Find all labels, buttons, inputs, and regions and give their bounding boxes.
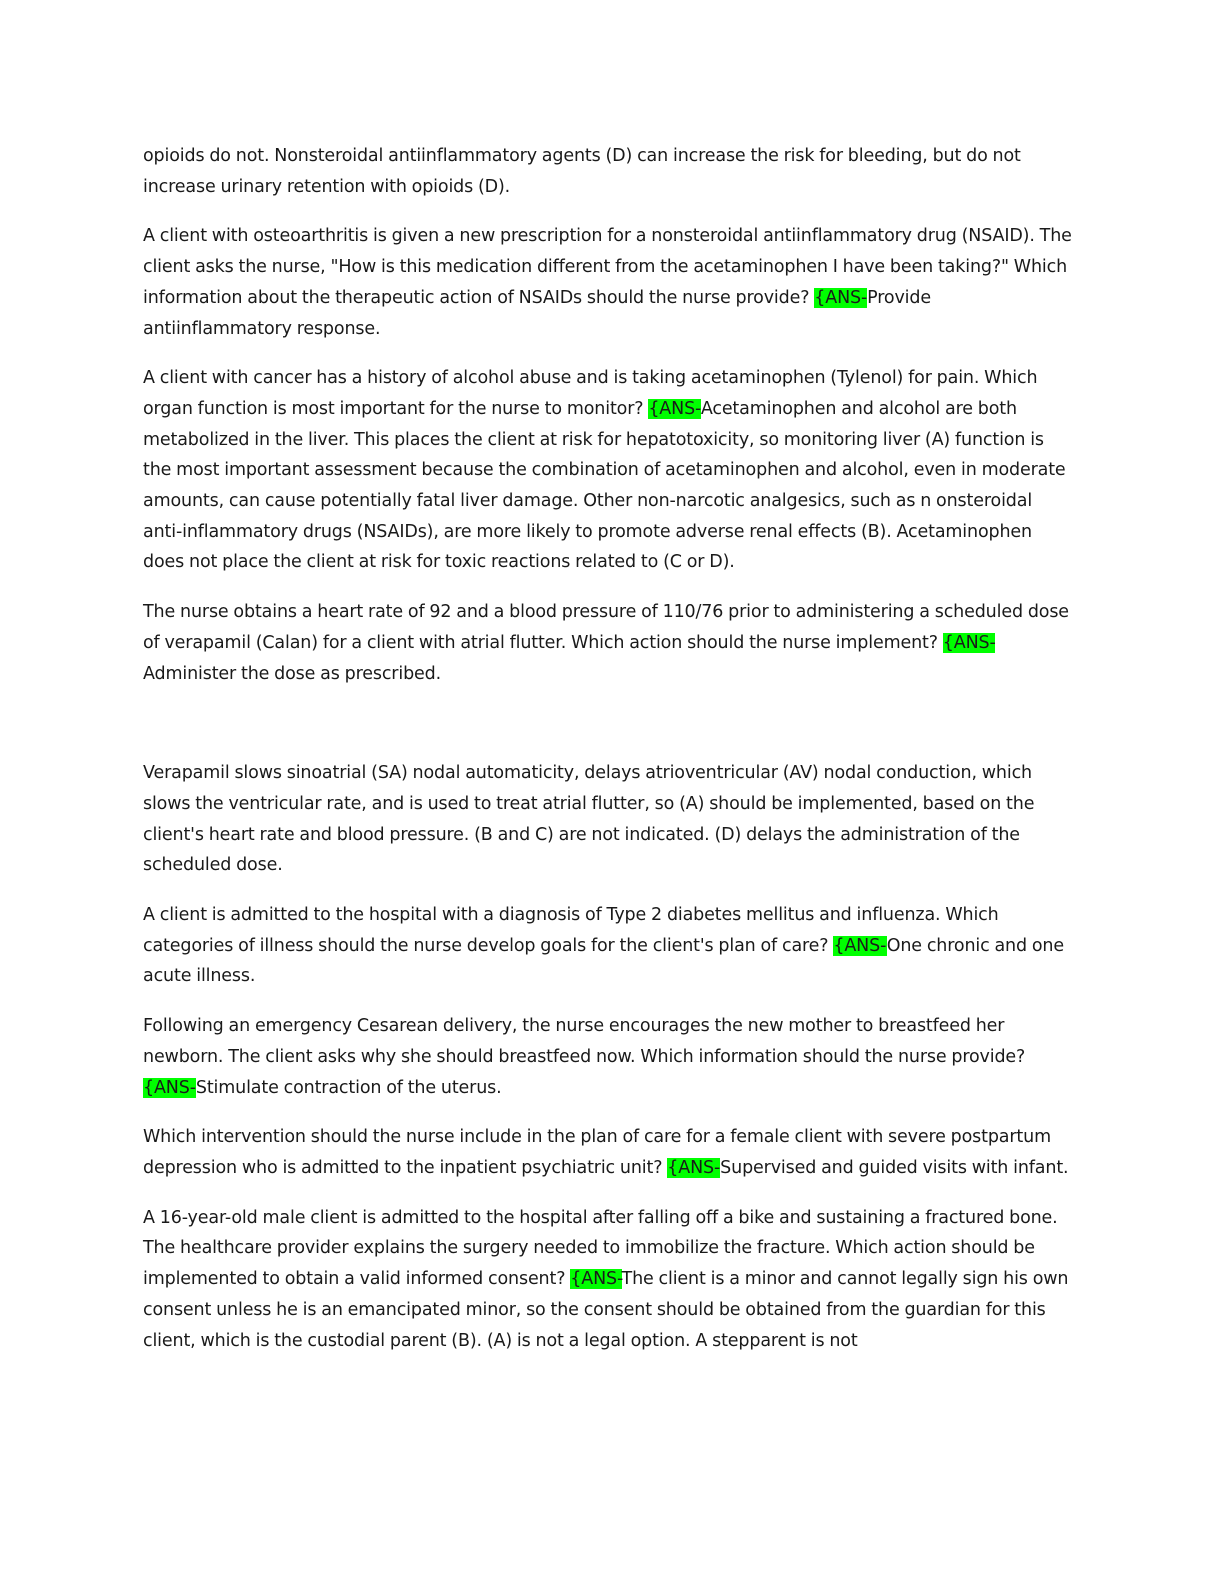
paragraph-text: opioids do not. Nonsteroidal antiinflammatory agents (D) can increase the risk for bleeding, but do not increase urinary retention with opioids (D). (143, 146, 1021, 197)
answer-text: Administer the dose as prescribed. (143, 663, 442, 684)
answer-marker: {ANS- (942, 632, 996, 653)
question-nsaid-action (143, 221, 1073, 344)
answer-text: The client is a minor and cannot legally sign his own consent unless he is an emancipated minor, so the consent should be obtained from the guardian for this client, which is the custodial parent (B). (A) is not a legal option. A stepparent is not (143, 1269, 1069, 1351)
answer-marker: {ANS- (570, 1269, 622, 1290)
question-informed-consent (143, 1203, 1073, 1357)
answer-text: Acetaminophen and alcohol are both metabolized in the liver. This places the client at risk for hepatotoxicity, so monitoring liver (A) function is the most important assessment because the combination of acetaminophen and alcohol, even in moderate amounts, can cause potentially fatal liver damage. Other non-narcotic analgesics, such as n onsteroidal anti-inflammatory drugs (NSAIDs), are more likely to promote adverse renal effects (B). Acetaminophen does not place the client at risk for toxic reactions related to (C or D). (143, 398, 1066, 573)
answer-marker: {ANS- (667, 1157, 721, 1178)
paragraph-continuation (143, 141, 1073, 202)
question-text: Which intervention should the nurse include in the plan of care for a female client with severe postpartum depression who is admitted to the inpatient psychiatric unit? (143, 1127, 1051, 1178)
answer-marker: {ANS- (814, 287, 868, 308)
document-body (143, 141, 1073, 1375)
question-diabetes-influenza (143, 900, 1073, 992)
paragraph-text: Verapamil slows sinoatrial (SA) nodal automaticity, delays atrioventricular (AV) nodal conduction, which slows the ventricular rate, and is used to treat atrial flutter, so (A) should be implemented, based on the client's heart rate and blood pressure. (B and C) are not indicated. (D) delays the administration of the scheduled dose. (143, 763, 1035, 876)
question-text: A client with cancer has a history of alcohol abuse and is taking acetaminophen (Tylenol) for pain. Which organ function is most important for the nurse to monitor? (143, 368, 1038, 419)
question-acetaminophen-liver (143, 363, 1073, 578)
answer-text: Stimulate contraction of the uterus. (195, 1077, 502, 1098)
question-text: A client with osteoarthritis is given a new prescription for a nonsteroidal antiinflammatory drug (NSAID). The client asks the nurse, "How is this medication different from the acetaminophen I have been taking?" Which information about the therapeutic action of NSAIDs should the nurse provide? (143, 226, 1072, 308)
question-breastfeed (143, 1011, 1073, 1103)
answer-marker: {ANS- (648, 398, 701, 419)
answer-text: One chronic and one acute illness. (143, 935, 1064, 987)
answer-text: Provide antiinflammatory response. (143, 287, 931, 339)
question-postpartum-depression (143, 1122, 1073, 1183)
answer-marker: {ANS- (833, 935, 887, 956)
question-text: Following an emergency Cesarean delivery, the nurse encourages the new mother to breastfeed her newborn. The client asks why she should breastfeed now. Which information should the nurse provide? (143, 1016, 1026, 1067)
question-text: A client is admitted to the hospital with a diagnosis of Type 2 diabetes mellitus and influenza. Which categories of illness should the nurse develop goals for the client's plan of care? (143, 905, 999, 956)
question-text: A 16-year-old male client is admitted to the hospital after falling off a bike and sustaining a fractured bone. The healthcare provider explains the surgery needed to immobilize the fracture. Which action should be implemented to obtain a valid informed consent? (143, 1207, 1058, 1290)
explanation-verapamil (143, 758, 1073, 881)
answer-text: Supervised and guided visits with infant. (720, 1157, 1069, 1178)
question-text: The nurse obtains a heart rate of 92 and a blood pressure of 110/76 prior to administering a scheduled dose of verapamil (Calan) for a client with atrial flutter. Which action should the nurse implement? (143, 602, 1069, 653)
answer-marker: {ANS- (143, 1077, 196, 1098)
question-verapamil (143, 597, 1073, 689)
